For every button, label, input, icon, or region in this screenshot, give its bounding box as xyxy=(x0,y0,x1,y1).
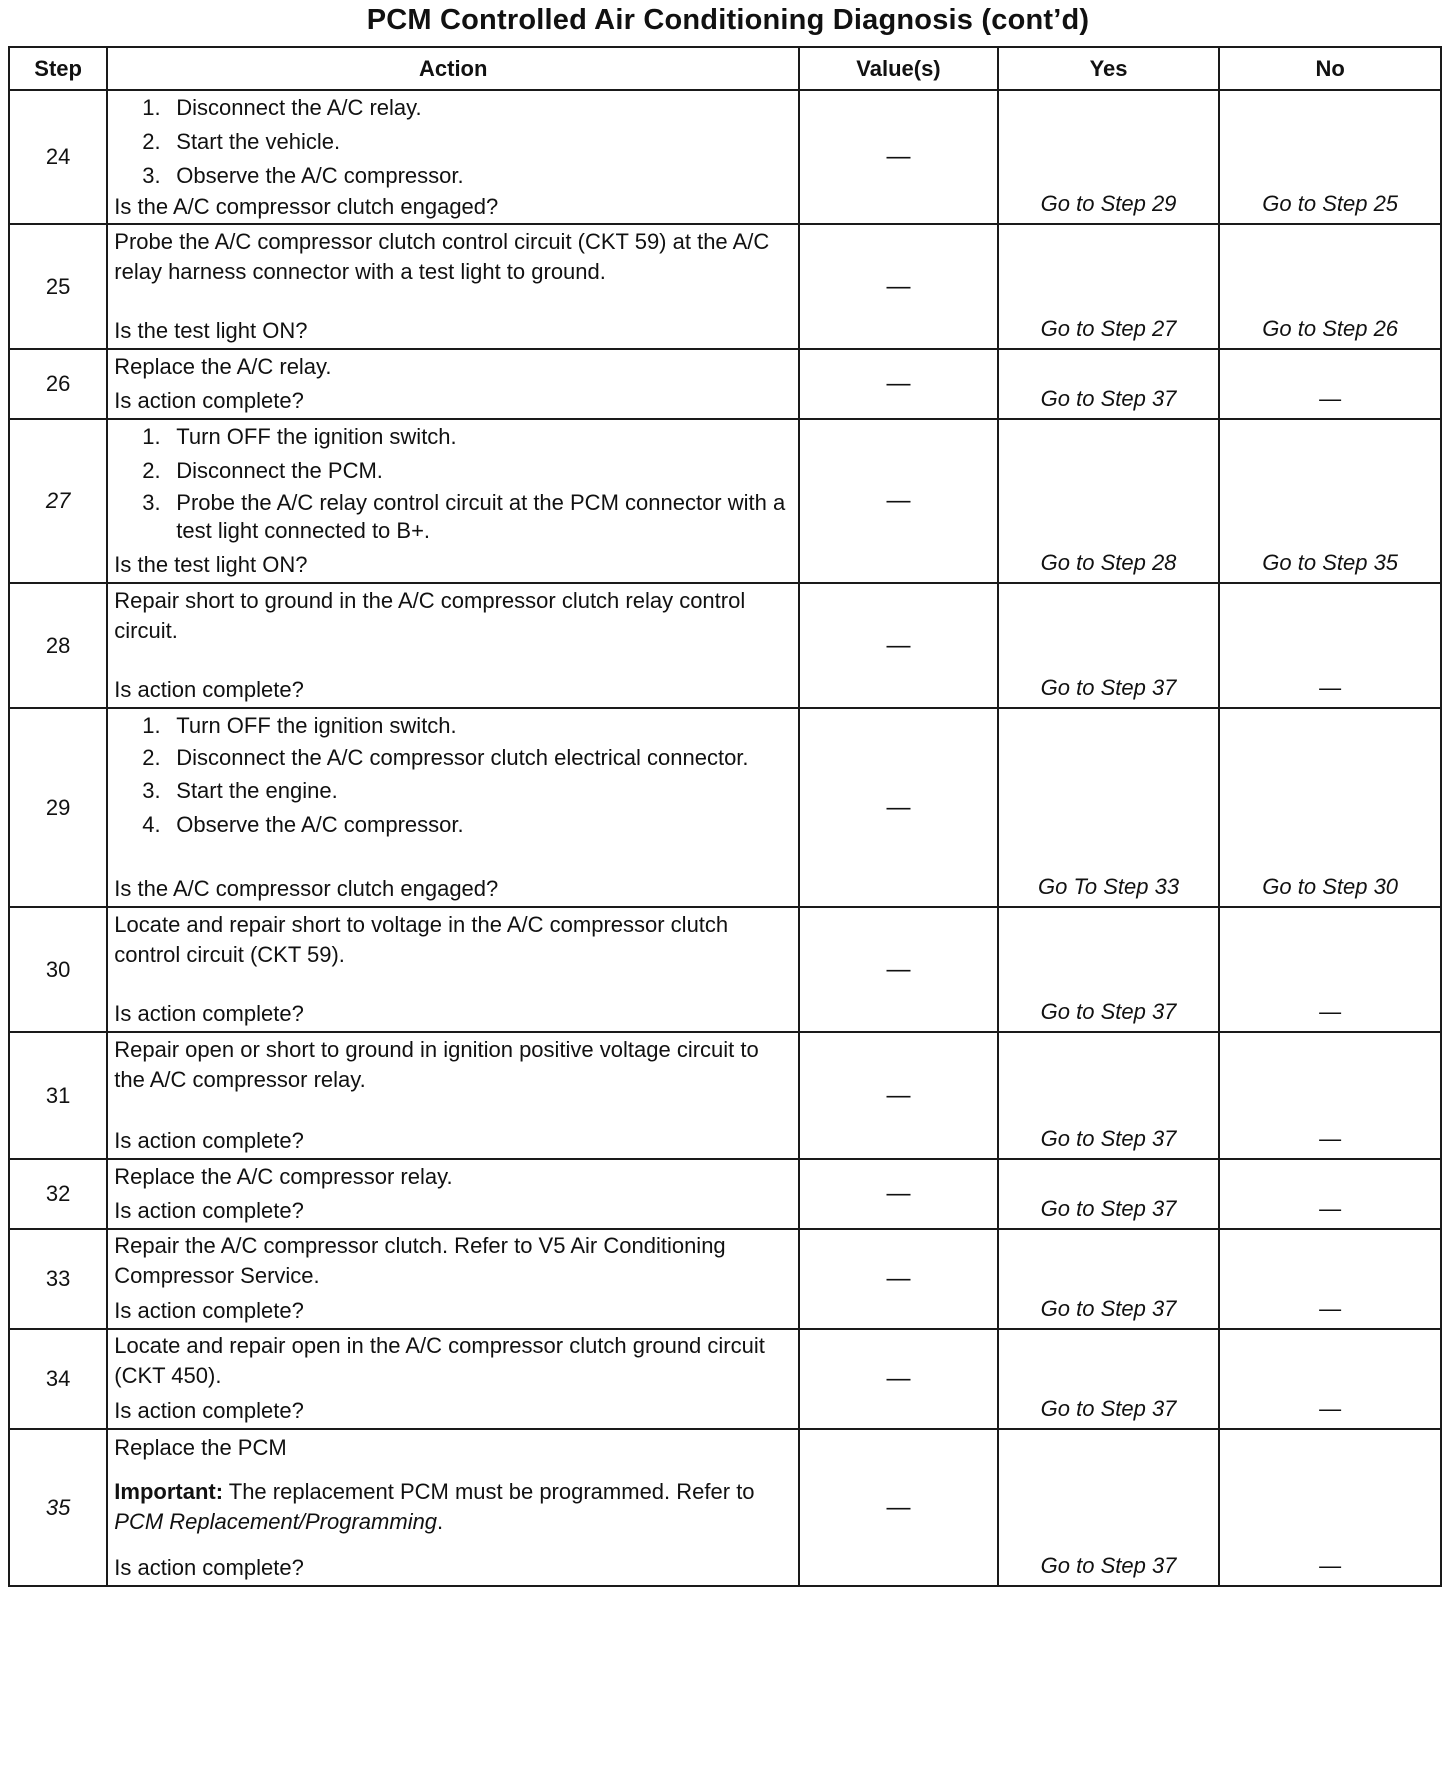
value-cell: — xyxy=(799,1429,998,1586)
step-number: 33 xyxy=(9,1229,107,1329)
action-question: Is action complete? xyxy=(114,1554,304,1580)
action-step: Turn OFF the ignition switch. xyxy=(176,713,457,738)
table-row xyxy=(9,1159,1441,1229)
value-cell: — xyxy=(799,1032,998,1159)
yes-result: Go to Step 28 xyxy=(998,419,1220,583)
yes-result: Go to Step 37 xyxy=(998,1329,1220,1429)
no-result: — xyxy=(1219,1229,1441,1329)
table-row xyxy=(9,583,1441,708)
table-row xyxy=(9,907,1441,1032)
important-text: The replacement PCM must be programmed. xyxy=(228,1479,671,1504)
yes-result: Go to Step 37 xyxy=(998,1159,1220,1229)
action-step: Probe the A/C relay control circuit at the PCM connector with a test light connected to B+. xyxy=(176,490,786,543)
action-step: Observe the A/C compressor. xyxy=(176,163,464,188)
no-result: — xyxy=(1219,583,1441,708)
action-cell: 1. Turn OFF the ignition switch. 2. Disconnect the PCM. 3. Probe the A/C relay control circuit at the PCM connector with a test light connected to B+. Is the test light ON? xyxy=(107,419,799,583)
action-text: Repair short to ground in the A/C compressor clutch relay control circuit. xyxy=(114,587,746,643)
value-cell: — xyxy=(799,907,998,1032)
step-number: 29 xyxy=(9,708,107,907)
important-label: Important: xyxy=(114,1479,224,1504)
table-row xyxy=(9,708,1441,907)
no-result: Go to Step 26 xyxy=(1219,224,1441,349)
refer-suffix: . xyxy=(437,1509,444,1534)
important-note xyxy=(114,1477,790,1537)
yes-result: Go to Step 37 xyxy=(998,1032,1220,1159)
action-text: Replace the A/C relay. xyxy=(114,354,332,379)
action-step: Disconnect the PCM. xyxy=(176,458,383,483)
refer-prefix: Refer to xyxy=(676,1479,755,1504)
step-number: 32 xyxy=(9,1159,107,1229)
yes-result: Go to Step 27 xyxy=(998,224,1220,349)
step-number: 26 xyxy=(9,349,107,419)
action-question: Is the A/C compressor clutch engaged? xyxy=(114,194,499,219)
action-question: Is action complete? xyxy=(114,388,304,413)
step-number: 35 xyxy=(9,1429,107,1586)
yes-result: Go to Step 37 xyxy=(998,1429,1220,1586)
yes-result: Go to Step 37 xyxy=(998,907,1220,1032)
table-row xyxy=(9,419,1441,583)
no-result: — xyxy=(1219,1429,1441,1586)
action-question: Is action complete? xyxy=(114,1198,304,1223)
header-values: Value(s) xyxy=(799,47,998,90)
action-text: Locate and repair open in the A/C compressor clutch ground circuit (CKT 450). xyxy=(114,1333,765,1388)
header-no: No xyxy=(1219,47,1441,90)
action-text: Locate and repair short to voltage in the A/C compressor clutch control circuit (CKT 59). xyxy=(114,911,729,967)
action-cell: 1. Turn OFF the ignition switch. 2. Disconnect the A/C compressor clutch electrical connector. 3. Start the engine. 4. Observe the A/C compressor. Is the A/C compressor clutch engaged? xyxy=(107,708,799,907)
action-cell xyxy=(107,583,799,708)
action-cell xyxy=(107,1429,799,1586)
step-number: 28 xyxy=(9,583,107,708)
action-cell: 1. Disconnect the A/C relay. 2. Start the vehicle. 3. Observe the A/C compressor. Is the A/C compressor clutch engaged? xyxy=(107,90,799,224)
header-action: Action xyxy=(107,47,799,90)
step-number: 24 xyxy=(9,90,107,224)
action-question: Is the test light ON? xyxy=(114,552,308,577)
action-step: Disconnect the A/C compressor clutch electrical connector. xyxy=(176,745,749,770)
diagnosis-table xyxy=(8,46,1442,1587)
action-step: Start the engine. xyxy=(176,778,338,803)
action-text: Repair the A/C compressor clutch. Refer to V5 Air Conditioning Compressor Service. xyxy=(114,1233,726,1288)
value-cell: — xyxy=(799,1159,998,1229)
table-row xyxy=(9,349,1441,419)
header-yes: Yes xyxy=(998,47,1220,90)
no-result: Go to Step 25 xyxy=(1219,90,1441,224)
refer-link[interactable]: PCM Replacement/Programming xyxy=(114,1509,438,1534)
action-cell xyxy=(107,907,799,1032)
value-cell: — xyxy=(799,349,998,419)
table-row xyxy=(9,1032,1441,1159)
yes-result: Go to Step 37 xyxy=(998,1229,1220,1329)
no-result: — xyxy=(1219,1032,1441,1159)
action-text: Probe the A/C compressor clutch control circuit (CKT 59) at the A/C relay harness connector with a test light to ground. xyxy=(114,228,770,284)
action-step: Turn OFF the ignition switch. xyxy=(176,424,457,449)
action-text: Replace the PCM xyxy=(114,1434,287,1460)
table-header-row xyxy=(9,47,1441,90)
no-result: Go to Step 35 xyxy=(1219,419,1441,583)
value-cell: — xyxy=(799,1229,998,1329)
action-question: Is action complete? xyxy=(114,1398,304,1423)
table-row xyxy=(9,1329,1441,1429)
action-text: Repair open or short to ground in ignition positive voltage circuit to the A/C compressor relay. xyxy=(114,1036,759,1092)
value-cell: — xyxy=(799,583,998,708)
table-row xyxy=(9,90,1441,224)
yes-result: Go to Step 37 xyxy=(998,583,1220,708)
action-cell xyxy=(107,1329,799,1429)
page-title: PCM Controlled Air Conditioning Diagnosis (cont’d) xyxy=(366,4,1090,36)
action-question: Is action complete? xyxy=(114,1000,304,1026)
no-result: Go to Step 30 xyxy=(1219,708,1441,907)
action-cell xyxy=(107,349,799,419)
action-cell xyxy=(107,1032,799,1159)
value-cell: — xyxy=(799,224,998,349)
action-question: Is action complete? xyxy=(114,1127,304,1153)
step-number: 34 xyxy=(9,1329,107,1429)
step-number: 27 xyxy=(9,419,107,583)
yes-result: Go to Step 29 xyxy=(998,90,1220,224)
header-step: Step xyxy=(9,47,107,90)
action-cell xyxy=(107,1229,799,1329)
yes-result: Go To Step 33 xyxy=(998,708,1220,907)
yes-result: Go to Step 37 xyxy=(998,349,1220,419)
action-step: Observe the A/C compressor. xyxy=(176,812,464,837)
action-cell xyxy=(107,1159,799,1229)
action-text: Replace the A/C compressor relay. xyxy=(114,1164,453,1189)
action-step: Start the vehicle. xyxy=(176,129,341,154)
action-step: Disconnect the A/C relay. xyxy=(176,95,422,120)
step-number: 25 xyxy=(9,224,107,349)
step-number: 31 xyxy=(9,1032,107,1159)
action-question: Is action complete? xyxy=(114,1298,304,1323)
table-row xyxy=(9,1229,1441,1329)
value-cell: — xyxy=(799,419,998,583)
step-number: 30 xyxy=(9,907,107,1032)
value-cell: — xyxy=(799,708,998,907)
no-result: — xyxy=(1219,1159,1441,1229)
table-row xyxy=(9,224,1441,349)
no-result: — xyxy=(1219,1329,1441,1429)
value-cell: — xyxy=(799,1329,998,1429)
value-cell: — xyxy=(799,90,998,224)
table-row xyxy=(9,1429,1441,1586)
action-cell xyxy=(107,224,799,349)
no-result: — xyxy=(1219,907,1441,1032)
no-result: — xyxy=(1219,349,1441,419)
action-question: Is the A/C compressor clutch engaged? xyxy=(114,876,499,901)
action-question: Is the test light ON? xyxy=(114,317,308,343)
action-question: Is action complete? xyxy=(114,676,304,702)
